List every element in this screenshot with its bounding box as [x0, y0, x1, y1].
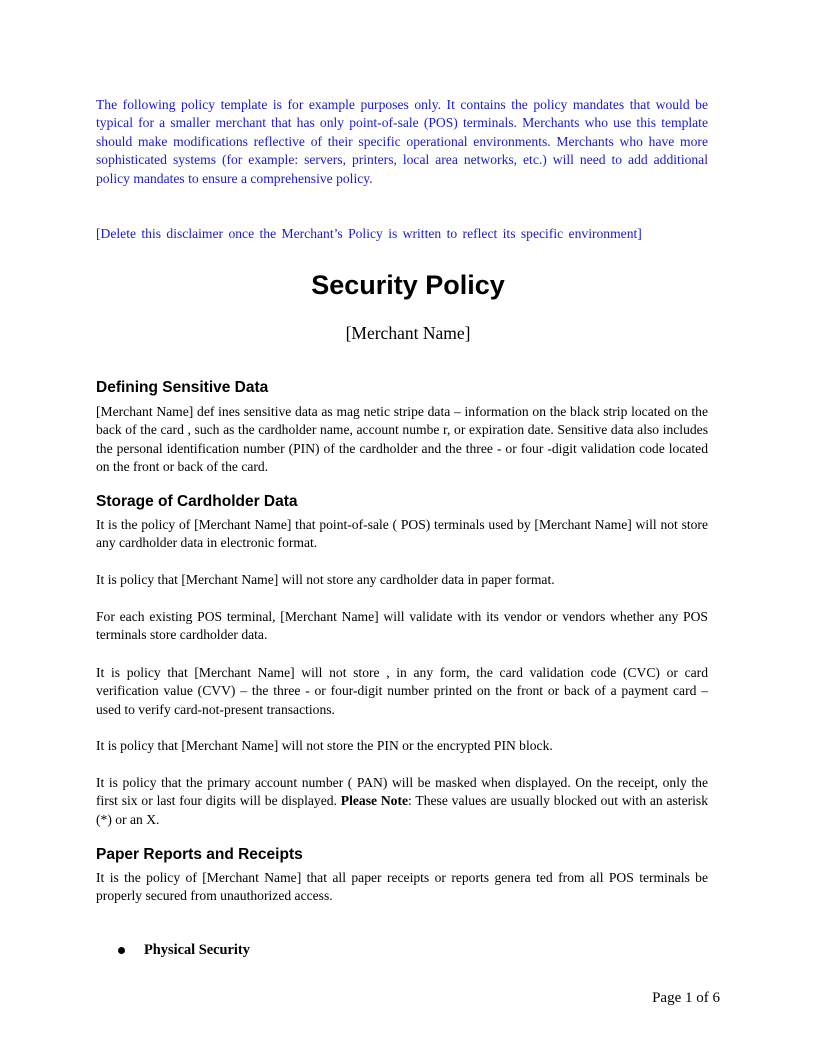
paper-reports-paragraph: It is the policy of [Merchant Name] that all paper receipts or reports genera ted from all POS terminals be properly secured from unauthorized access. [96, 870, 708, 904]
disclaimer-paragraph: The following policy template is for example purposes only. It contains the policy mandates that would be typical for a smaller merchant that has only point-of-sale (POS) terminals. Merchants who use this template should make modifications reflective of their specific operational environments. Merchants who have more sophisticated systems (for example: servers, printers, local area networks, etc.) will need to add additional policy mandates to ensure a comprehensive policy. [96, 97, 708, 186]
page-number: Page 1 of 6 [652, 990, 720, 1006]
heading-defining-sensitive-data: Defining Sensitive Data [96, 379, 269, 396]
cardholder-policy-pin: It is policy that [Merchant Name] will not store the PIN or the encrypted PIN block. [96, 738, 553, 753]
pan-masking-text: It is policy that the primary account number ( PAN) will be masked when displayed. On the receipt, only the first six or last four digits will be displayed. [96, 775, 708, 809]
cardholder-policy-pan-masking [96, 774, 708, 829]
pan-masking-note: : These values are usually blocked out with an asterisk (*) or an X. [96, 793, 709, 827]
bullet-label: Physical Security [144, 942, 250, 958]
cardholder-policy-electronic: It is the policy of [Merchant Name] that point-of-sale ( POS) terminals used by [Merchant Name] will not store any cardholder data in electronic format. [96, 517, 708, 551]
heading-storage-of-cardholder-data: Storage of Cardholder Data [96, 493, 298, 510]
disclaimer-delete-note: [Delete this disclaimer once the Merchant’s Policy is written to reflect its specific environment] [96, 226, 642, 241]
merchant-name-subtitle: [Merchant Name] [345, 323, 471, 343]
sensitive-data-paragraph: [Merchant Name] def ines sensitive data as mag netic stripe data – information on the black strip located on the back of the card , such as the cardholder name, account numbe r, or expiration date. Sensitive data also includes the personal identification number (PIN) of the cardholder and the three - or four -digit validation code located on the front or back of the card. [96, 404, 708, 475]
cardholder-policy-paper: It is policy that [Merchant Name] will not store any cardholder data in paper format. [96, 572, 555, 587]
heading-paper-reports-and-receipts: Paper Reports and Receipts [96, 846, 303, 863]
page-title: Security Policy [311, 270, 505, 300]
bullet-item-physical-security [118, 942, 250, 959]
cardholder-policy-vendor-validation: For each existing POS terminal, [Merchant Name] will validate with its vendor or vendors whether any POS terminals store cardholder data. [96, 609, 708, 643]
bullet-icon [118, 947, 125, 954]
cardholder-policy-cvc-cvv: It is policy that [Merchant Name] will not store , in any form, the card validation code (CVC) or card verification value (CVV) – the three - or four-digit number printed on the front or back of a payment card – used to verify card-not-present transactions. [96, 665, 708, 717]
please-note-label: Please Note [340, 793, 409, 809]
